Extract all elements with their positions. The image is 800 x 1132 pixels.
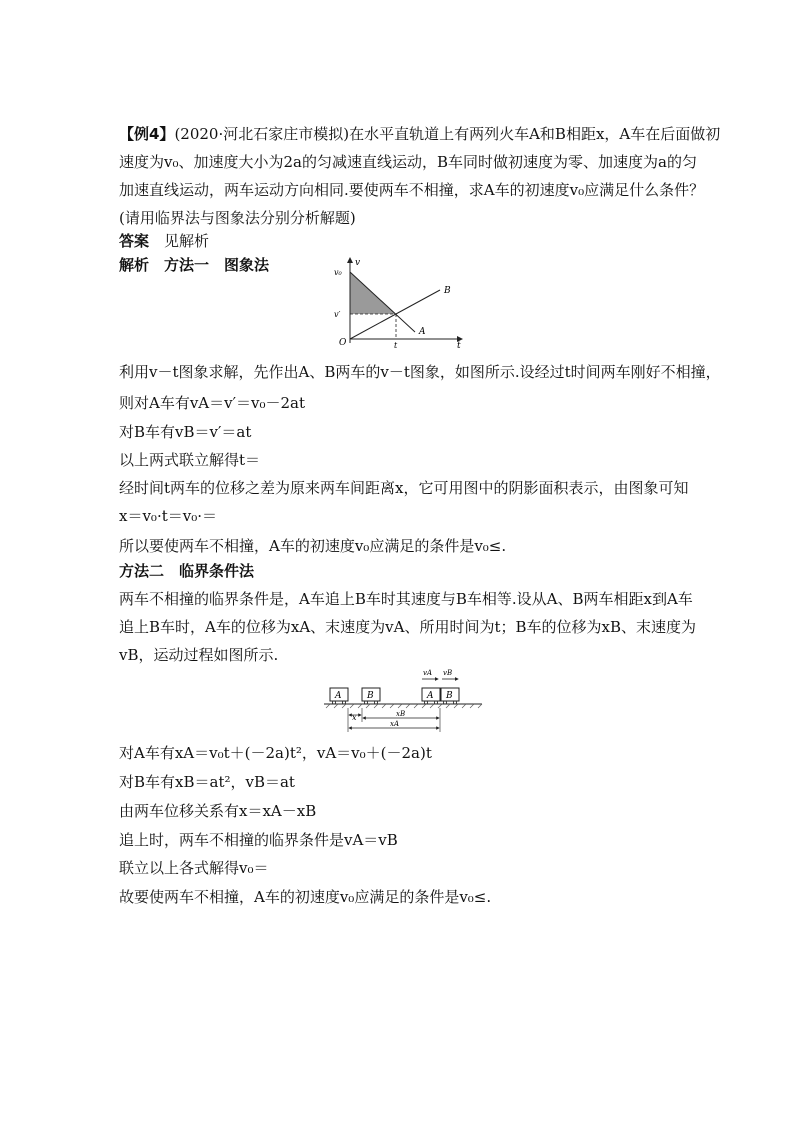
example-tag: 【例4】 — [119, 125, 175, 143]
v-axis-label: v — [355, 258, 361, 268]
car-a-start-label: A — [335, 691, 342, 701]
problem-line-2: 速度为v₀、加速度大小为2a的匀减速直线运动，B车同时做初速度为零、加速度为a的匀 — [119, 153, 697, 171]
m2-line-7: 追上时，两车不相撞的临界条件是vA＝vB — [119, 831, 398, 849]
m2-line-8: 联立以上各式解得v₀＝ — [119, 859, 269, 877]
m2-line-6: 由两车位移关系有x＝xA－xB — [119, 802, 317, 820]
m2-line-9: 故要使两车不相撞，A车的初速度v₀应满足的条件是v₀≤. — [119, 888, 492, 906]
analysis-label: 解析 — [119, 256, 150, 274]
x-label: x — [352, 713, 357, 722]
method2-title: 方法二 临界条件法 — [119, 562, 255, 580]
car-a-end-label: A — [427, 691, 434, 701]
va-label: vA — [423, 669, 433, 677]
vt-graph — [330, 255, 470, 350]
line-b-label: B — [444, 286, 451, 296]
t-axis-label: t — [457, 341, 461, 350]
analysis-header — [119, 255, 269, 275]
vb-label: vB — [443, 669, 453, 677]
answer-line — [119, 231, 209, 251]
m2-line-3: vB，运动过程如图所示. — [119, 646, 279, 664]
m2-line-5: 对B车有xB＝at²，vB＝at — [119, 773, 295, 791]
problem-text-1: (2020·河北石家庄市模拟)在水平直轨道上有两列火车A和B相距x，A车在后面做初 — [174, 125, 721, 143]
m1-line-2: 则对A车有vA＝v′＝v₀－2at — [119, 394, 306, 412]
xb-label: xB — [396, 710, 406, 718]
vprime-label: v′ — [334, 310, 341, 319]
m2-line-2: 追上B车时，A车的位移为xA、末速度为vA、所用时间为t；B车的位移为xB、末速度为 — [119, 618, 696, 636]
m1-line-7: 所以要使两车不相撞，A车的初速度v₀应满足的条件是v₀≤. — [119, 537, 507, 555]
m1-line-3: 对B车有vB＝v′＝at — [119, 423, 252, 441]
m1-line-5: 经时间t两车的位移之差为原来两车间距离x，它可用图中的阴影面积表示，由图象可知 — [119, 479, 689, 497]
ground-hatch — [326, 704, 482, 708]
problem-line-3: 加速直线运动，两车运动方向相同.要使两车不相撞，求A车的初速度v₀应满足什么条件？ — [119, 181, 705, 199]
method1-title: 方法一 图象法 — [164, 256, 270, 274]
t-tick-label: t — [394, 341, 398, 350]
motion-diagram — [322, 666, 484, 736]
m2-line-1: 两车不相撞的临界条件是，A车追上B车时其速度与B车相等.设从A、B两车相距x到A车 — [119, 590, 693, 608]
problem-line-4: (请用临界法与图象法分别分析解题) — [119, 209, 356, 227]
answer-text: 见解析 — [164, 232, 210, 250]
line-a-label: A — [419, 327, 426, 337]
m1-line-6: x＝v₀·t＝v₀·＝ — [119, 507, 217, 525]
v0-label: v₀ — [334, 268, 342, 277]
m1-line-1: 利用v－t图象求解，先作出A、B两车的v－t图象，如图所示.设经过t时间两车刚好不相撞， — [119, 363, 721, 381]
problem-line-1 — [119, 124, 720, 144]
m1-line-4: 以上两式联立解得t＝ — [119, 451, 261, 469]
car-b-end-label: B — [446, 691, 453, 701]
m2-line-4: 对A车有xA＝v₀t＋(－2a)t²，vA＝v₀＋(－2a)t — [119, 744, 432, 762]
origin-label: O — [339, 338, 347, 348]
car-b-start-label: B — [367, 691, 374, 701]
answer-label: 答案 — [119, 232, 150, 250]
xa-label: xA — [390, 720, 400, 728]
